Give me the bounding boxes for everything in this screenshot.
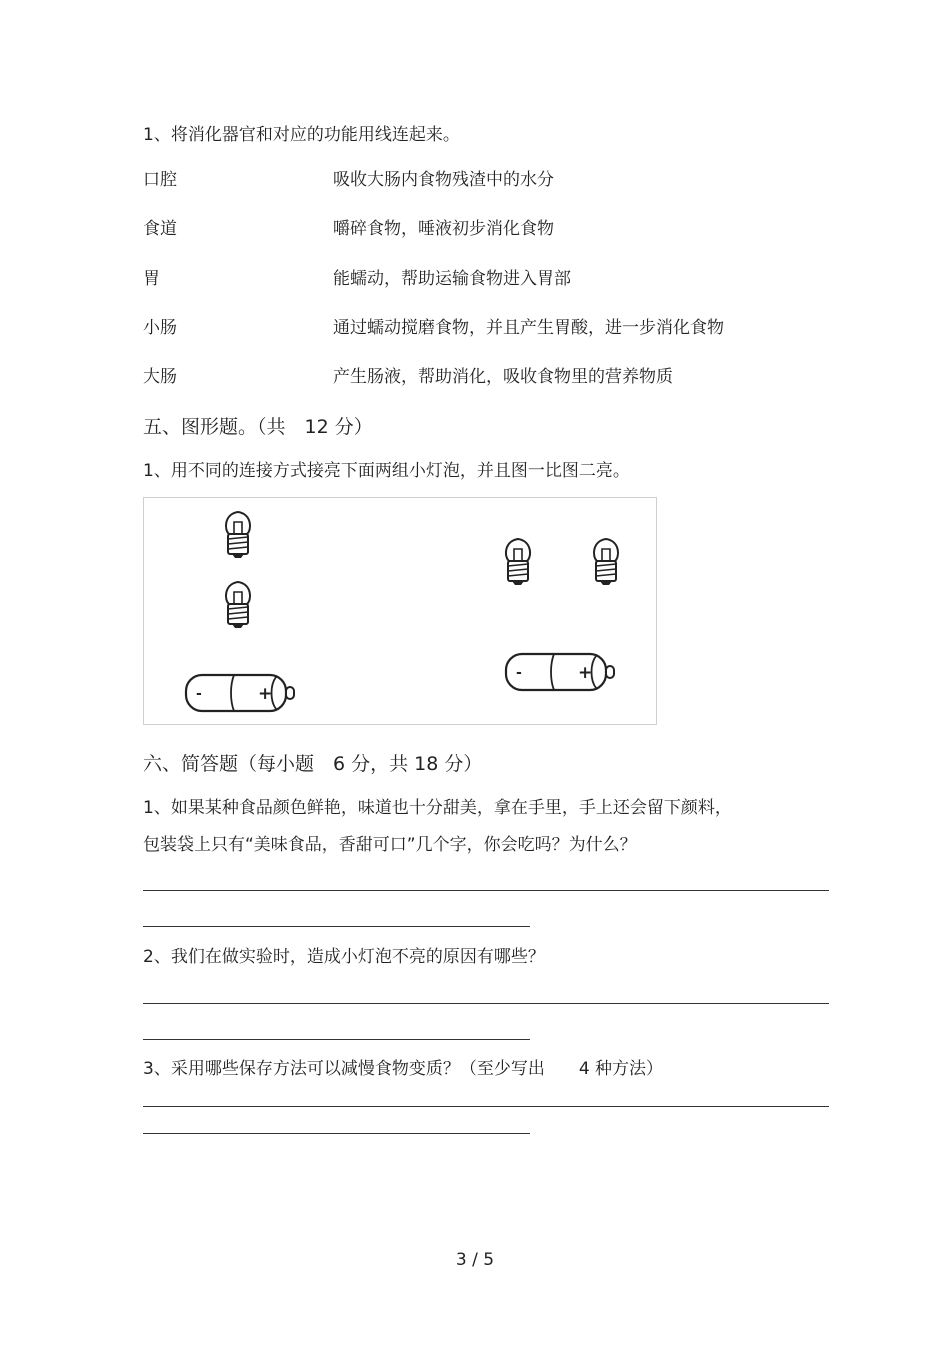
bulb-icon (594, 539, 618, 585)
section6-question-2: 2、我们在做实验时，造成小灯泡不亮的原因有哪些？ (143, 947, 545, 967)
answer-line[interactable] (143, 1003, 829, 1004)
bulb-icon (226, 512, 250, 558)
section5-heading: 五、图形题。（共 12 分） (143, 416, 373, 438)
organ-label: 食道 (143, 219, 177, 239)
organ-label: 大肠 (143, 367, 177, 387)
bulb-icon (226, 582, 250, 628)
battery-plus-label: + (258, 684, 273, 704)
circuit-drawing (144, 498, 658, 726)
section6-question-3: 3、采用哪些保存方法可以减慢食物变质？（至少写出 4 种方法） (143, 1059, 664, 1079)
function-label: 嚼碎食物，唾液初步消化食物 (333, 219, 554, 239)
bulb-icon (506, 539, 530, 585)
function-label: 产生肠液，帮助消化，吸收食物里的营养物质 (333, 367, 673, 387)
function-label: 吸收大肠内食物残渣中的水分 (333, 170, 554, 190)
circuit-figure (143, 497, 657, 725)
match-question-prompt: 1、将消化器官和对应的功能用线连起来。 (143, 125, 460, 145)
answer-line[interactable] (143, 890, 829, 891)
answer-line[interactable] (143, 1039, 530, 1040)
answer-line[interactable] (143, 1133, 530, 1134)
organ-label: 胃 (143, 269, 160, 289)
answer-line[interactable] (143, 1106, 829, 1107)
battery-icon (186, 675, 294, 711)
section5-question-1: 1、用不同的连接方式接亮下面两组小灯泡，并且图一比图二亮。 (143, 461, 630, 481)
battery-icon (506, 654, 614, 690)
function-label: 通过蠕动搅磨食物，并且产生胃酸，进一步消化食物 (333, 318, 724, 338)
organ-label: 口腔 (143, 170, 177, 190)
page-number: 3 / 5 (455, 1250, 495, 1270)
battery-plus-label: + (578, 663, 593, 683)
battery-minus-label: - (196, 686, 202, 702)
function-label: 能蠕动，帮助运输食物进入胃部 (333, 269, 571, 289)
answer-line[interactable] (143, 926, 530, 927)
section6-question-1-line2: 包装袋上只有“美味食品，香甜可口”几个字，你会吃吗？为什么？ (143, 835, 637, 855)
organ-label: 小肠 (143, 318, 177, 338)
battery-minus-label: - (516, 665, 522, 681)
section6-heading: 六、简答题（每小题 6 分，共 18 分） (143, 753, 483, 775)
section6-question-1-line1: 1、如果某种食品颜色鲜艳，味道也十分甜美，拿在手里，手上还会留下颜料， (143, 798, 732, 818)
